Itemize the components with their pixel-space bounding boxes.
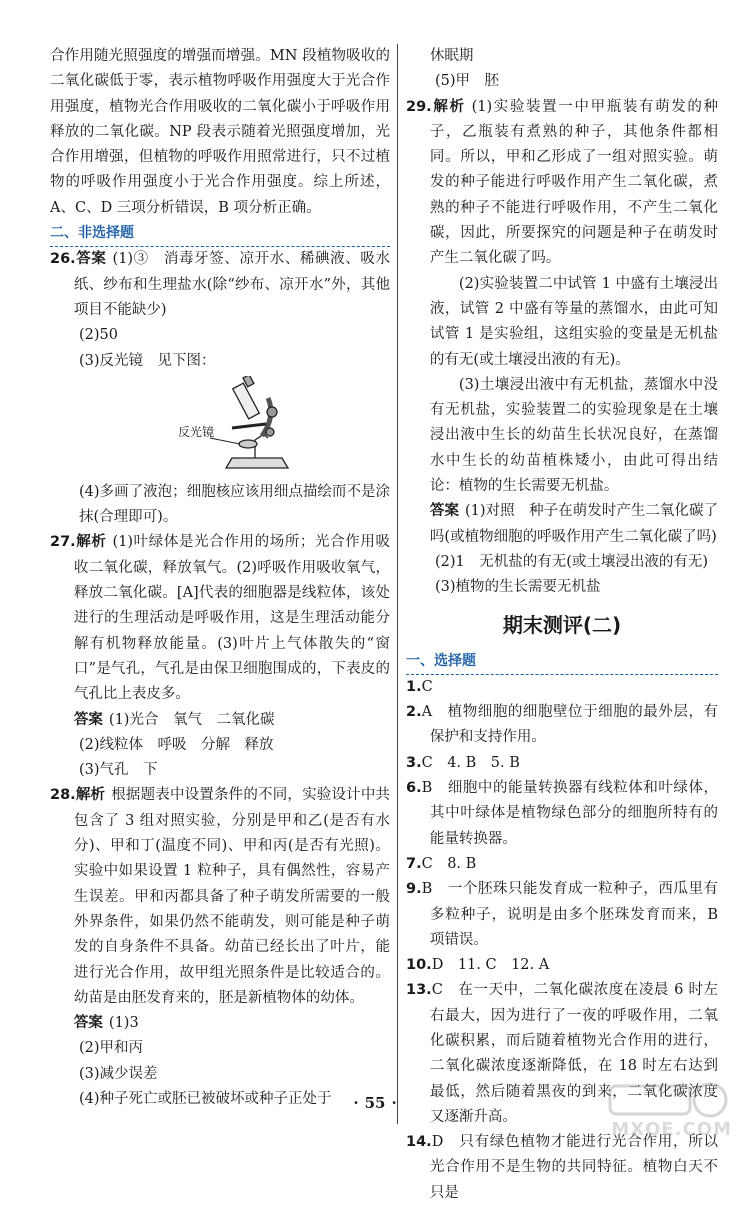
column-divider — [397, 44, 398, 1124]
left-column — [50, 44, 390, 1112]
page-number: · 55 · — [353, 1094, 397, 1112]
answer-item: 14.D 只有绿色植物才能进行光合作用，所以光合作用不是生物的共同特征。植物白天不只是 — [406, 1134, 718, 1201]
answer-line: (5)甲 胚 — [435, 73, 500, 90]
answer-line: (2)50 — [79, 327, 118, 344]
section-heading — [406, 649, 718, 675]
continued-text: 合作用随光照强度的增强而增强。MN 段植物吸收的二氧化碳低于零，表示植物呼吸作用强度大于光合作用强度，植物光合作用吸收的二氧化碳小于呼吸作用释放的二氧化碳。NP 段表示随着光照强度增加，光合作用增强，但植物的呼吸作用照常进行，只不过植物的呼吸作用强度小于光合作用强度。综上所述，A、C、D 三项分析错误，B 项分析正确。 — [50, 48, 390, 216]
question-28: 28.解析 根据题表中设置条件的不同，实验设计中共包含了 3 组对照实验，分别是甲和乙(是否有水分)、甲和丁(温度不同)、甲和丙(是否有光照)。实验中如果设置 1 粒种子，具有偶然性，容易产生误差。甲和丙都具备了种子萌发所需要的一般外界条件，如果仍然不能萌发，则可能是种子萌发的自身条件不具备。幼苗已经长出了叶片，能进行光合作用，故甲组光照条件是比较适合的。幼苗是由胚发育来的，胚是新植物体的幼体。 — [50, 787, 391, 1006]
answer-line: 答案 (1)光合 氧气 二氧化碳 — [73, 711, 275, 728]
answer-line: (2)线粒体 呼吸 分解 释放 — [79, 736, 274, 753]
answer-line: (3)反光镜 见下图： — [79, 352, 216, 369]
section-title: 一、选择题 — [406, 652, 476, 669]
answer-line: (3)减少误差 — [79, 1065, 158, 1082]
answer-line: (2)甲和丙 — [79, 1040, 144, 1057]
answer-item: 1.C — [406, 678, 433, 695]
answer-line: (3)植物的生长需要无机盐 — [435, 579, 601, 596]
answer-item: 2.A 植物细胞的细胞壁位于细胞的最外层，有保护和支持作用。 — [406, 704, 718, 746]
figure-label: 反光镜 — [178, 424, 215, 439]
question-29: 29.解析 (1)实验装置一中甲瓶装有萌发的种子，乙瓶装有煮熟的种子，其他条件都相同。所以，甲和乙形成了一组对照实验。萌发的种子能进行呼吸作用产生二氧化碳，煮熟的种子不能进行呼吸作用，不产生二氧化碳，因此，所要探究的问题是种子在萌发时产生二氧化碳了吗。 — [406, 98, 718, 267]
section-heading — [50, 221, 390, 247]
microscope-figure — [50, 376, 390, 476]
answer-line: 答案 (1)对照 种子在萌发时产生二氧化碳了吗(或植物细胞的呼吸作用产生二氧化碳了吗) — [429, 503, 718, 545]
microscope-illustration — [50, 376, 390, 476]
answer-item: 13.C 在一天中，二氧化碳浓度在凌晨 6 时左右最大，因为进行了一夜的呼吸作用，二氧化碳积累，而后随着植物光合作用的进行，二氧化碳浓度逐渐降低，在 18 时左右达到最低，然后随着黑夜的到来，二氧化碳浓度又逐渐升高。 — [406, 982, 718, 1125]
answer-item: 9.B 一个胚珠只能发育成一粒种子，西瓜里有多粒种子，说明是由多个胚珠发育而来，B 项错误。 — [406, 881, 718, 948]
section-main-title: 期末测评(二) — [502, 612, 622, 637]
question-26: 26.答案 (1)③ 消毒牙签、凉开水、稀碘液、吸水纸、纱布和生理盐水(除“纱布、凉开水”外，其他项目不能缺少) — [50, 251, 390, 318]
answer-line: (4)种子死亡或胚已被破坏或种子正处于 — [79, 1090, 332, 1107]
question-27: 27.解析 (1)叶绿体是光合作用的场所；光合作用吸收二氧化碳，释放氧气。(2)呼吸作用吸收氧气，释放二氧化碳。[A]代表的细胞器是线粒体，该处进行的生理活动是呼吸作用，这是生理活动能分解有机物释放能量。(3)叶片上气体散失的“窗口”是气孔，气孔是由保卫细胞围成的，下表皮的气孔比上表皮多。 — [50, 534, 390, 703]
watermark — [590, 1078, 740, 1148]
paragraph: (2)实验装置二中试管 1 中盛有土壤浸出液，试管 2 中盛有等量的蒸馏水，由此可知试管 1 是实验组，这组实验的变量是无机盐的有无(或土壤浸出液的有无)。 — [429, 275, 718, 368]
answer-item: 3.C 4. B 5. B — [406, 754, 520, 771]
section-title: 二、非选择题 — [50, 225, 134, 242]
watermark-text: MXQE.COM — [611, 1119, 732, 1140]
answer-line: (2)1 无机盐的有无(或土壤浸出液的有无) — [435, 553, 709, 570]
right-column — [406, 44, 718, 1206]
answer-line: (4)多画了液泡；细胞核应该用细点描绘而不是涂抹(合理即可)。 — [79, 483, 390, 526]
answer-item: 7.C 8. B — [406, 855, 477, 872]
answer-line: 答案 (1)3 — [73, 1015, 139, 1032]
answer-item: 10.D 11. C 12. A — [406, 957, 550, 974]
answer-item: 6.B 细胞中的能量转换器有线粒体和叶绿体，其中叶绿体是植物绿色部分的细胞所特有的能量转换器。 — [406, 780, 718, 847]
continued-text: 休眠期 — [429, 48, 474, 64]
answer-line: (3)气孔 下 — [79, 762, 158, 779]
paragraph: (3)土壤浸出液中有无机盐，蒸馏水中没有无机盐，实验装置二的实验现象是在土壤浸出液中生长的幼苗生长状况良好，在蒸馏水中生长的幼苗植株矮小，由此可得出结论：植物的生长需要无机盐。 — [429, 376, 718, 495]
